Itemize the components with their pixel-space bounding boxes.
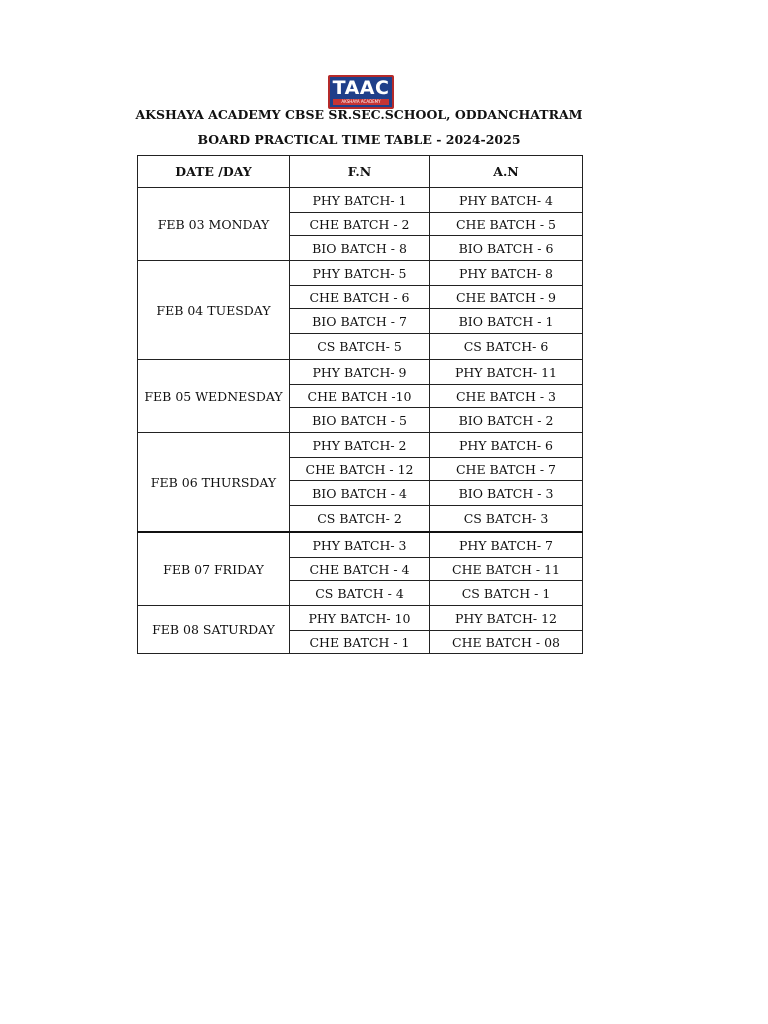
fn-cell: CS BATCH - 4 bbox=[290, 581, 430, 606]
fn-cell: BIO BATCH - 4 bbox=[290, 481, 430, 506]
fn-cell: BIO BATCH - 8 bbox=[290, 236, 430, 261]
fn-cell: CS BATCH- 2 bbox=[290, 506, 430, 533]
timetable-title: BOARD PRACTICAL TIME TABLE - 2024-2025 bbox=[197, 132, 521, 147]
fn-cell: CS BATCH- 5 bbox=[290, 334, 430, 360]
fn-cell: BIO BATCH - 7 bbox=[290, 309, 430, 334]
fn-cell: PHY BATCH- 9 bbox=[290, 360, 430, 385]
fn-cell: BIO BATCH - 5 bbox=[290, 408, 430, 433]
column-header-an: A.N bbox=[430, 156, 583, 188]
an-cell: CHE BATCH - 7 bbox=[430, 458, 583, 481]
day-cell: FEB 03 MONDAY bbox=[138, 188, 290, 261]
fn-cell: PHY BATCH- 5 bbox=[290, 261, 430, 286]
logo-subtext: AKSHAYA ACADEMY bbox=[333, 99, 389, 105]
an-cell: CHE BATCH - 11 bbox=[430, 558, 583, 581]
fn-cell: CHE BATCH - 1 bbox=[290, 631, 430, 654]
fn-cell: CHE BATCH - 12 bbox=[290, 458, 430, 481]
logo-text: TAAC bbox=[332, 77, 390, 99]
fn-cell: PHY BATCH- 1 bbox=[290, 188, 430, 213]
school-logo bbox=[328, 75, 394, 109]
day-cell: FEB 07 FRIDAY bbox=[138, 532, 290, 606]
an-cell: CHE BATCH - 3 bbox=[430, 385, 583, 408]
fn-cell: PHY BATCH- 10 bbox=[290, 606, 430, 631]
fn-cell: PHY BATCH- 3 bbox=[290, 532, 430, 558]
school-name-heading: AKSHAYA ACADEMY CBSE SR.SEC.SCHOOL, ODDANCHATRAM bbox=[135, 107, 583, 122]
table-row bbox=[138, 606, 583, 631]
fn-cell: PHY BATCH- 2 bbox=[290, 433, 430, 458]
day-cell: FEB 04 TUESDAY bbox=[138, 261, 290, 360]
an-cell: CS BATCH- 6 bbox=[430, 334, 583, 360]
an-cell: CHE BATCH - 08 bbox=[430, 631, 583, 654]
day-cell: FEB 05 WEDNESDAY bbox=[138, 360, 290, 433]
column-header-date-day: DATE /DAY bbox=[138, 156, 290, 188]
an-cell: BIO BATCH - 3 bbox=[430, 481, 583, 506]
table-row bbox=[138, 360, 583, 385]
an-cell: PHY BATCH- 6 bbox=[430, 433, 583, 458]
column-header-fn: F.N bbox=[290, 156, 430, 188]
an-cell: BIO BATCH - 6 bbox=[430, 236, 583, 261]
an-cell: PHY BATCH- 7 bbox=[430, 532, 583, 558]
an-cell: CS BATCH - 1 bbox=[430, 581, 583, 606]
day-cell: FEB 06 THURSDAY bbox=[138, 433, 290, 533]
an-cell: CHE BATCH - 9 bbox=[430, 286, 583, 309]
an-cell: PHY BATCH- 8 bbox=[430, 261, 583, 286]
table-row bbox=[138, 188, 583, 213]
an-cell: BIO BATCH - 1 bbox=[430, 309, 583, 334]
fn-cell: CHE BATCH -10 bbox=[290, 385, 430, 408]
fn-cell: CHE BATCH - 2 bbox=[290, 213, 430, 236]
an-cell: CS BATCH- 3 bbox=[430, 506, 583, 533]
an-cell: PHY BATCH- 11 bbox=[430, 360, 583, 385]
table-row bbox=[138, 261, 583, 286]
an-cell: CHE BATCH - 5 bbox=[430, 213, 583, 236]
fn-cell: CHE BATCH - 6 bbox=[290, 286, 430, 309]
day-cell: FEB 08 SATURDAY bbox=[138, 606, 290, 654]
fn-cell: CHE BATCH - 4 bbox=[290, 558, 430, 581]
table-row bbox=[138, 532, 583, 558]
header-row bbox=[138, 156, 583, 188]
an-cell: BIO BATCH - 2 bbox=[430, 408, 583, 433]
an-cell: PHY BATCH- 12 bbox=[430, 606, 583, 631]
an-cell: PHY BATCH- 4 bbox=[430, 188, 583, 213]
practical-timetable bbox=[137, 155, 583, 654]
table-row bbox=[138, 433, 583, 458]
